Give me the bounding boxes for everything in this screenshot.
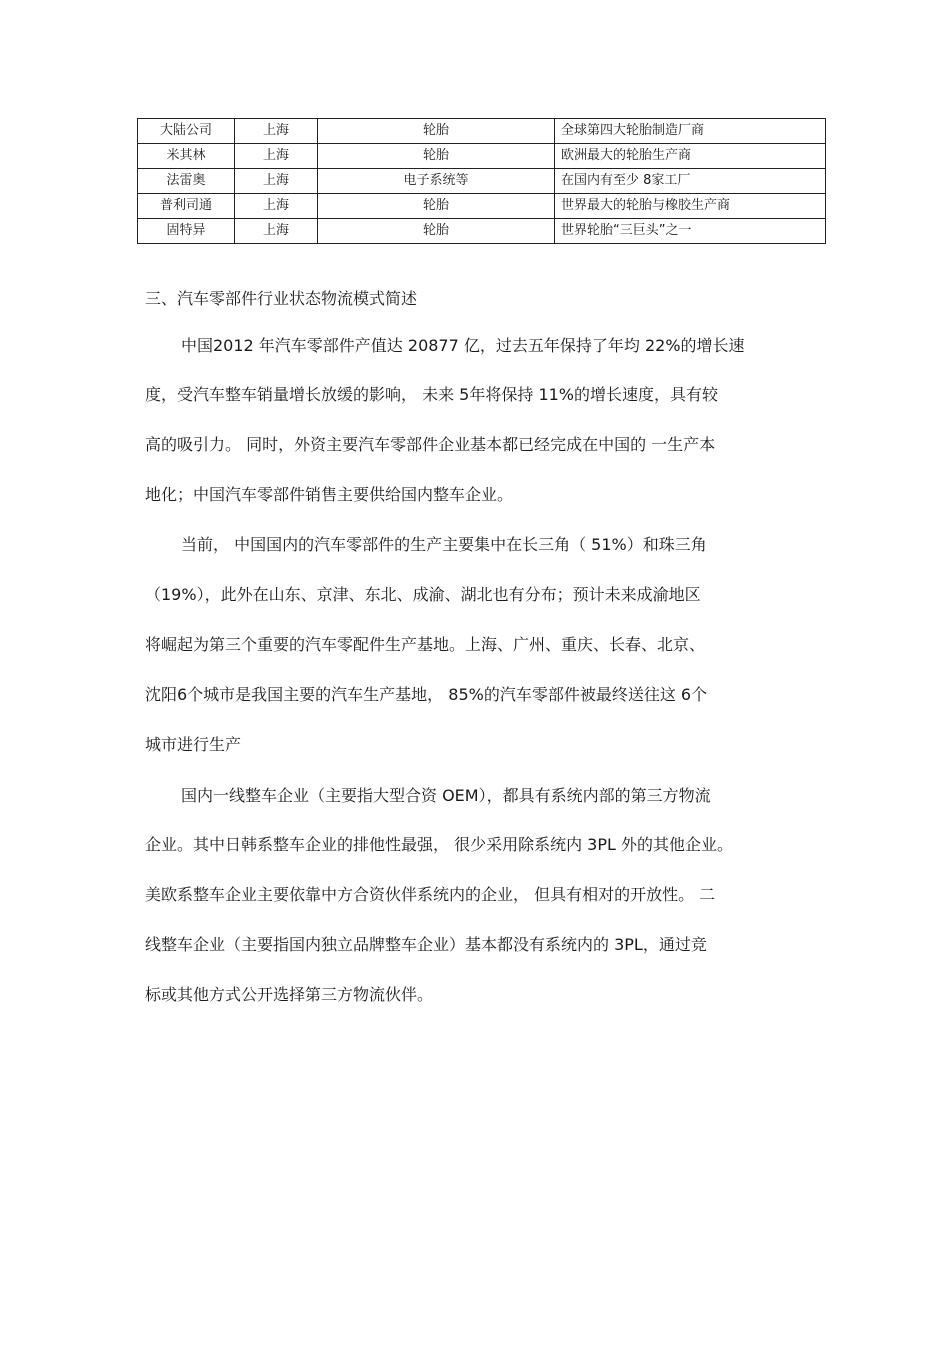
table-cell-product: 轮胎 <box>318 119 555 144</box>
table-cell-note: 在国内有至少 8家工厂 <box>555 169 826 194</box>
paragraph-line: 沈阳6个城市是我国主要的汽车生产基地， 85%的汽车零部件被最终送往这 6个 <box>145 685 708 704</box>
table-row <box>138 119 826 144</box>
paragraph-line: 高的吸引力。 同时，外资主要汽车零部件企业基本都已经完成在中国的 一生产本 <box>145 435 716 454</box>
table-cell-company: 法雷奥 <box>138 169 235 194</box>
table-cell-company: 固特异 <box>138 219 235 244</box>
paragraph-line: 当前， 中国国内的汽车零部件的生产主要集中在长三角（ 51%）和珠三角 <box>181 535 707 554</box>
table-cell-note: 欧洲最大的轮胎生产商 <box>555 144 826 169</box>
table-row <box>138 169 826 194</box>
paragraph-line: 美欧系整车企业主要依靠中方合资伙伴系统内的企业， 但具有相对的开放性。 二 <box>145 885 716 904</box>
table-cell-product: 轮胎 <box>318 219 555 244</box>
paragraph-line: 企业。其中日韩系整车企业的排他性最强， 很少采用除系统内 3PL 外的其他企业。 <box>145 835 734 854</box>
table-cell-location: 上海 <box>235 219 318 244</box>
paragraph-line: 中国2012 年汽车零部件产值达 20877 亿，过去五年保持了年均 22%的增长速 <box>181 336 745 355</box>
paragraph-line: 标或其他方式公开选择第三方物流伙伴。 <box>145 985 434 1004</box>
table-cell-company: 大陆公司 <box>138 119 235 144</box>
paragraph-line: 线整车企业（主要指国内独立品牌整车企业）基本都没有系统内的 3PL，通过竞 <box>145 935 707 954</box>
table-cell-note: 世界最大的轮胎与橡胶生产商 <box>555 194 826 219</box>
table-cell-product: 轮胎 <box>318 144 555 169</box>
paragraph-line: 将崛起为第三个重要的汽车零配件生产基地。上海、广州、重庆、长春、北京、 <box>145 635 706 654</box>
table-cell-product: 电子系统等 <box>318 169 555 194</box>
table-row <box>138 219 826 244</box>
paragraph-line: 城市进行生产 <box>145 735 242 754</box>
table-cell-location: 上海 <box>235 119 318 144</box>
table-cell-note: 全球第四大轮胎制造厂商 <box>555 119 826 144</box>
table-cell-company: 米其林 <box>138 144 235 169</box>
table-cell-company: 普利司通 <box>138 194 235 219</box>
paragraph-line: 国内一线整车企业（主要指大型合资 OEM），都具有系统内部的第三方物流 <box>181 786 711 805</box>
table-cell-location: 上海 <box>235 169 318 194</box>
section-heading: 三、汽车零部件行业状态物流模式简述 <box>145 289 418 308</box>
paragraph-line: （19%），此外在山东、京津、东北、成渝、湖北也有分布；预计未来成渝地区 <box>145 585 701 604</box>
supplier-table <box>137 118 826 244</box>
table-cell-location: 上海 <box>235 194 318 219</box>
paragraph-line: 度，受汽车整车销量增长放缓的影响， 未来 5年将保持 11%的增长速度，具有较 <box>145 385 719 404</box>
table-cell-note: 世界轮胎“三巨头”之一 <box>555 219 826 244</box>
table-cell-location: 上海 <box>235 144 318 169</box>
paragraph-line: 地化；中国汽车零部件销售主要供给国内整车企业。 <box>145 485 514 504</box>
table-row <box>138 194 826 219</box>
table-cell-product: 轮胎 <box>318 194 555 219</box>
table-row <box>138 144 826 169</box>
